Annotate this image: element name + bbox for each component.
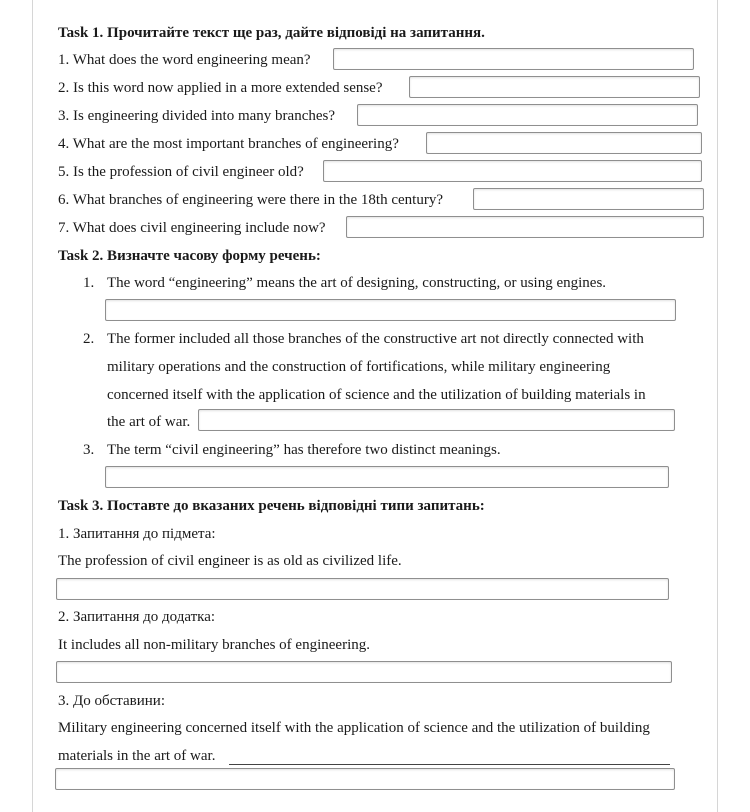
task1-question-1: 1. What does the word engineering mean?: [58, 52, 311, 68]
task1-question-5: 5. Is the profession of civil engineer old?: [58, 164, 304, 180]
task1-question-4: 4. What are the most important branches of engineering?: [58, 136, 399, 152]
task3-answer-3[interactable]: [55, 768, 675, 790]
task3-sentence-2: It includes all non-military branches of engineering.: [58, 637, 370, 653]
task3-answer-2[interactable]: [56, 661, 672, 683]
task2-item-number-1: 1.: [83, 275, 95, 291]
task1-answer-2[interactable]: [409, 76, 700, 98]
task1-answer-3[interactable]: [357, 104, 698, 126]
task3-sentence-3-line-2: materials in the art of war.: [58, 748, 216, 764]
task2-sentence-2-line-3: concerned itself with the application of science and the utilization of building materials in: [107, 387, 646, 403]
task1-question-7: 7. What does civil engineering include now?: [58, 220, 326, 236]
task1-answer-4[interactable]: [426, 132, 702, 154]
task1-answer-1[interactable]: [333, 48, 694, 70]
task2-sentence-2-line-1: The former included all those branches of the constructive art not directly connected with: [107, 331, 644, 347]
answer-underline: [229, 764, 670, 765]
task3-label-3: 3. До обставини:: [58, 693, 165, 709]
task1-heading: Task 1. Прочитайте текст ще раз, дайте відповіді на запитання.: [58, 25, 485, 41]
task2-answer-2[interactable]: [198, 409, 675, 431]
task2-heading: Task 2. Визначте часову форму речень:: [58, 248, 321, 264]
task2-answer-1[interactable]: [105, 299, 676, 321]
task3-heading: Task 3. Поставте до вказаних речень відповідні типи запитань:: [58, 498, 485, 514]
task1-answer-7[interactable]: [346, 216, 704, 238]
task3-sentence-1: The profession of civil engineer is as old as civilized life.: [58, 553, 402, 569]
task2-sentence-3: The term “civil engineering” has therefore two distinct meanings.: [107, 442, 501, 458]
task2-answer-3[interactable]: [105, 466, 669, 488]
task2-item-number-2: 2.: [83, 331, 95, 347]
task1-answer-5[interactable]: [323, 160, 702, 182]
task1-question-2: 2. Is this word now applied in a more extended sense?: [58, 80, 383, 96]
task2-item-number-3: 3.: [83, 442, 95, 458]
task1-answer-6[interactable]: [473, 188, 704, 210]
task3-answer-1[interactable]: [56, 578, 669, 600]
task2-sentence-2-line-2: military operations and the construction of fortifications, while military engineering: [107, 359, 611, 375]
task2-sentence-2-line-4: the art of war.: [107, 414, 191, 430]
task3-label-1: 1. Запитання до підмета:: [58, 526, 216, 542]
task1-question-6: 6. What branches of engineering were there in the 18th century?: [58, 192, 443, 208]
task3-label-2: 2. Запитання до додатка:: [58, 609, 216, 625]
task2-sentence-1: The word “engineering” means the art of designing, constructing, or using engines.: [107, 275, 607, 291]
task1-question-3: 3. Is engineering divided into many branches?: [58, 108, 336, 124]
task3-sentence-3-line-1: Military engineering concerned itself with the application of science and the utilization of building: [58, 720, 650, 736]
